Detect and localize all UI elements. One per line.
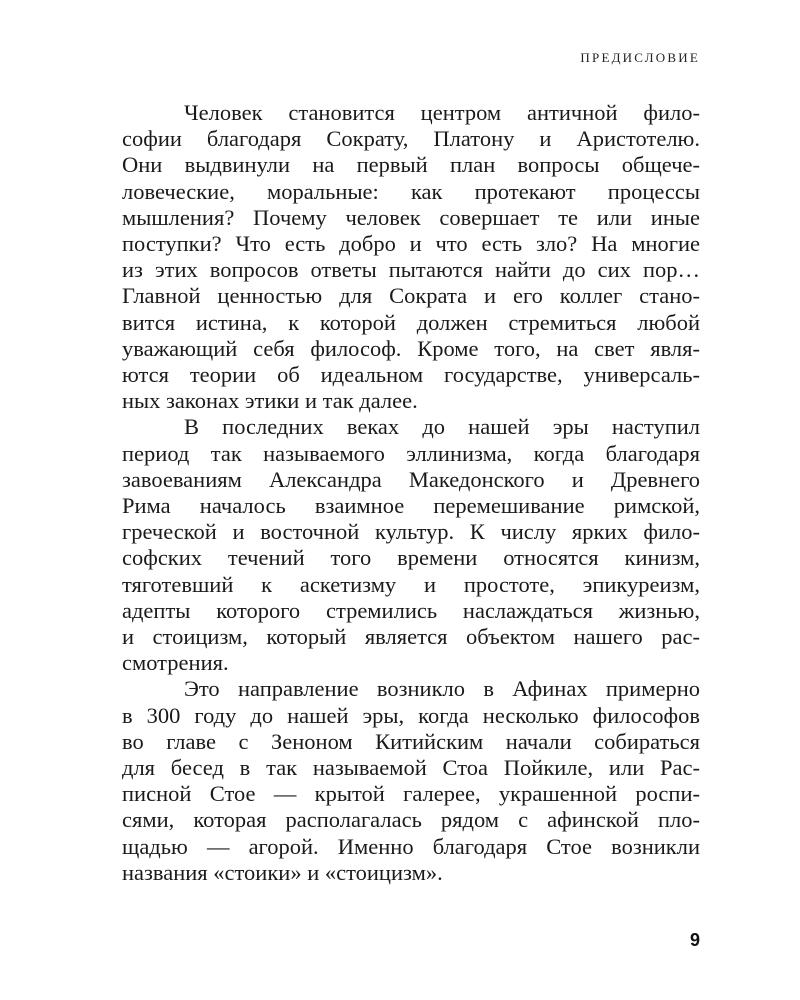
text-line: в 300 году до нашей эры, когда несколько философов — [122, 702, 700, 728]
text-line: ются теории об идеальном государстве, универсаль- — [122, 362, 700, 388]
running-head-title: ПРЕДИСЛОВИЕ — [580, 50, 700, 65]
text-line: Они выдвинули на первый план вопросы общече- — [122, 152, 700, 178]
text-line: В последних веках до нашей эры наступил — [184, 414, 700, 440]
text-line: греческой и восточной культур. К числу ярких фило- — [122, 519, 700, 545]
text-line: смотрения. — [122, 650, 229, 676]
text-line: уважающий себя философ. Кроме того, на свет явля- — [122, 335, 700, 361]
paragraph-2 — [122, 414, 700, 676]
text-line: Человек становится центром античной фило- — [184, 100, 700, 125]
text-line: завоеваниям Александра Македонского и Древнего — [122, 466, 700, 492]
text-line: ловеческие, моральные: как протекают процессы — [122, 178, 700, 204]
text-line: во главе с Зеноном Китийским начали собираться — [122, 728, 700, 754]
text-line: период так называемого эллинизма, когда благодаря — [122, 440, 700, 466]
text-line: для бесед в так называемой Стоа Пойкиле, или Рас- — [122, 755, 700, 781]
text-line: софских течений того времени относятся кинизм, — [122, 545, 700, 571]
text-line: Рима началось взаимное перемешивание римской, — [122, 493, 700, 519]
text-line: тяготевший к аскетизму и простоте, эпикуреизм, — [122, 571, 700, 597]
body-text — [122, 100, 700, 886]
text-line: из этих вопросов ответы пытаются найти до сих пор… — [122, 257, 700, 283]
text-line: Главной ценностью для Сократа и его коллег стано- — [122, 283, 700, 309]
text-line: поступки? Что есть добро и что есть зло? На многие — [122, 231, 700, 257]
page-number: 9 — [689, 930, 700, 950]
text-line: ных законах этики и так далее. — [122, 388, 418, 414]
text-line: щадью — агорой. Именно благодаря Стое возникли — [122, 833, 700, 859]
text-line: вится истина, к которой должен стремиться любой — [122, 309, 700, 335]
paragraph-3 — [122, 676, 700, 886]
text-line: и стоицизм, который является объектом нашего рас- — [122, 624, 700, 650]
text-line: сями, которая располагалась рядом с афинской пло- — [122, 807, 700, 833]
text-line: писной Стое — крытой галерее, украшенной роспи- — [122, 781, 700, 807]
text-line: софии благодаря Сократу, Платону и Аристотелю. — [122, 126, 700, 152]
text-line: адепты которого стремились наслаждаться жизнью, — [122, 597, 700, 623]
text-line: названия «стоики» и «стоицизм». — [122, 859, 443, 885]
paragraph-1 — [122, 100, 700, 414]
text-line: мышления? Почему человек совершает те или иные — [122, 204, 700, 230]
text-line: Это направление возникло в Афинах примерно — [184, 676, 700, 702]
